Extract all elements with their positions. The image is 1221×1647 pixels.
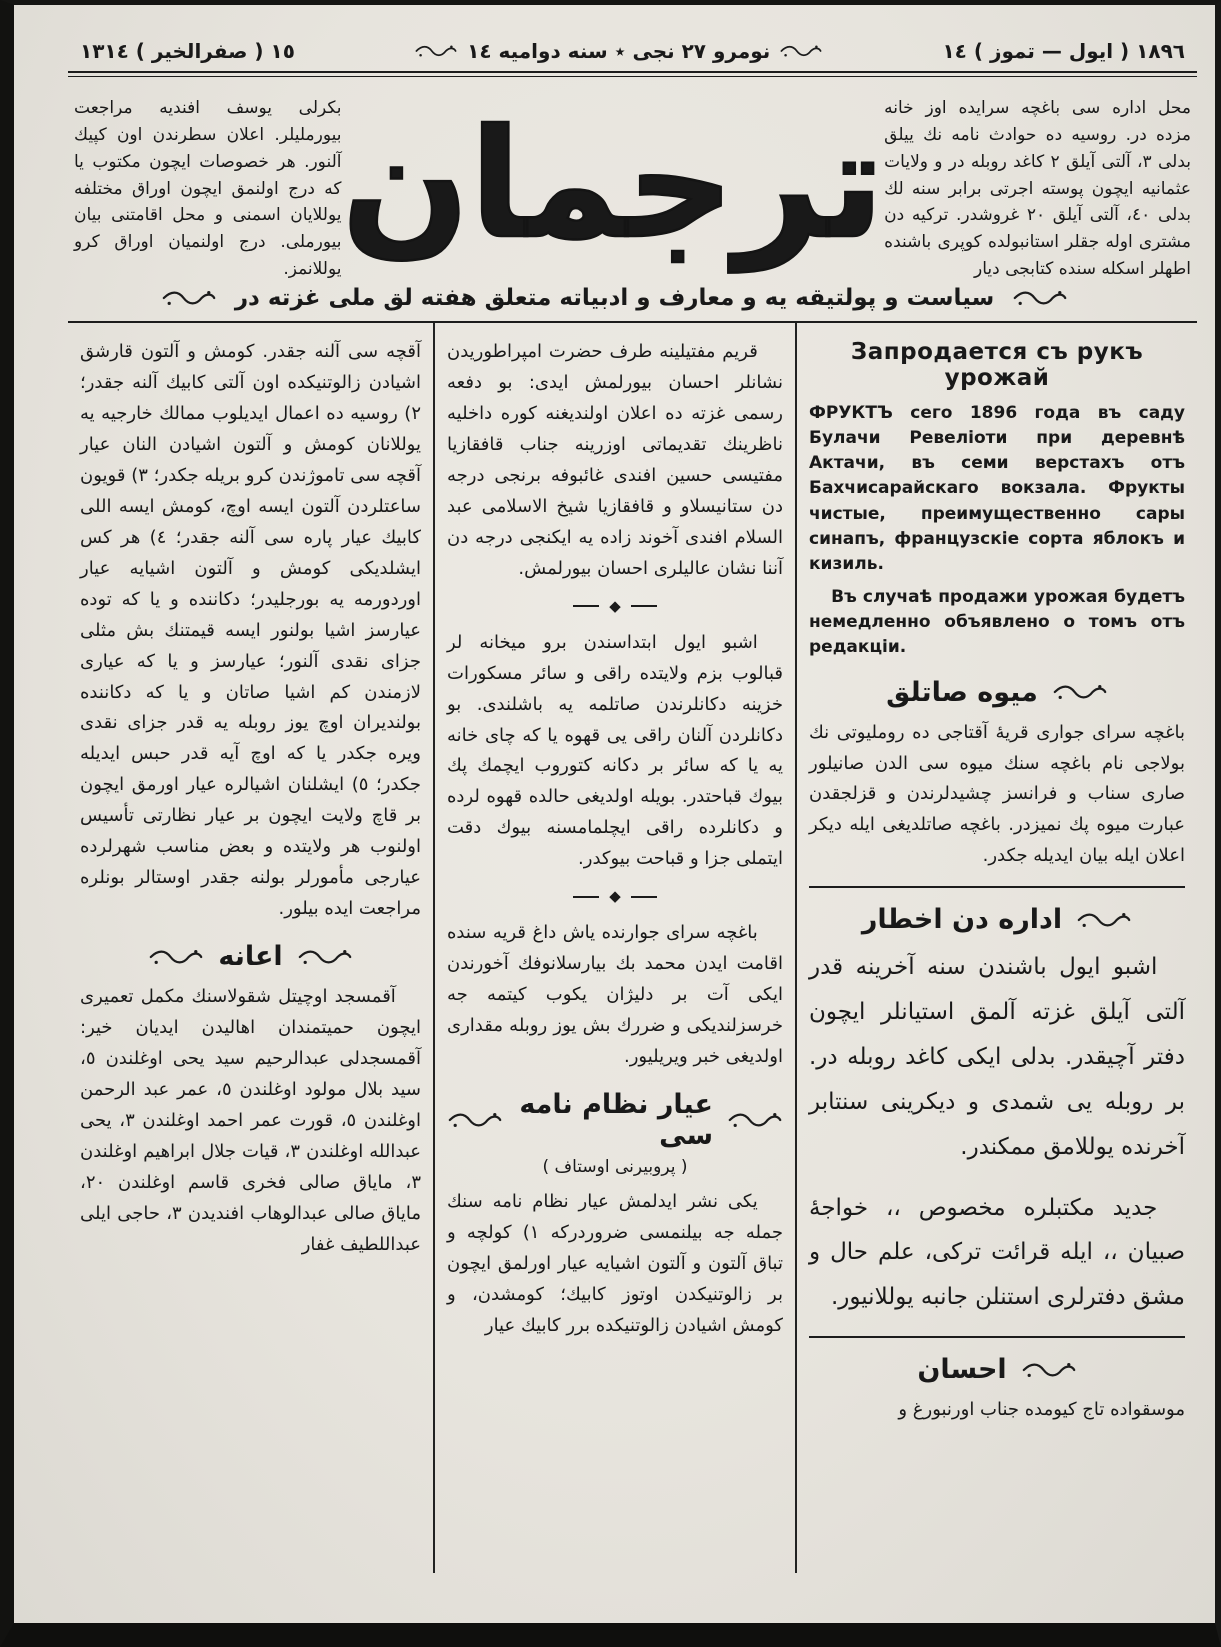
- section-rule: [809, 886, 1185, 888]
- dateline: [14, 5, 1215, 71]
- admin-notice-body: اشبو ايول باشندن سنه آخرينه قدر آلتى آيلق غزته آلمق استيانلر ايچون دفتر آچيقدر. بدلى ايكى كاغد روبله در. بر روبله يى شمدى و ديكرينى سنتابر آخرنده يوللامق ممكندر.: [809, 954, 1185, 1160]
- flourish-icon: [297, 948, 353, 966]
- column-middle: [435, 323, 795, 1573]
- flourish-icon: [1052, 683, 1108, 701]
- flourish-icon: [1076, 911, 1132, 929]
- fruit-sale-body: باغچه سراى جوارى قريهٔ آقتاجى ده رومليوتى نك بولاجى نام باغچه سنك ميوه سى الدن صانيلور صارى سناب و فرانسز چشيدلرندن و قزلجقدن عبارت ميوه پك نميزدر. باغچه صاتلديغى ايله ديكر اعلان ايله بيان ايديله جكدر.: [809, 721, 1185, 867]
- news-paragraph: يكى نشر ايدلمش عيار نظام نامه سنك جمله جه بيلنمسى ضروردركه ١) كولچه و تباق آلتون و آلتون اشيايه عيار اورلمق ايچون بر زالوتنيكدن اوتوز كابيك؛ كومشدن، و كومش اشيادن زالوتنيكده برر كابيك عيار: [447, 1191, 783, 1336]
- flourish-icon: [447, 1111, 503, 1129]
- divider-line: [573, 896, 599, 898]
- news-paragraph: قريم مفتيلينه طرف حضرت امپراطوريدن نشانلر احسان بيورلمش ايدى: بو دفعه رسمى غزته ده اعلان اولنديغنه كوره داخليه ناظرينك تقديماتى اوزرينه جناب قافقازيا مفتيسى حسين افندى غائبوفه برنجى درجه دن ستانيسلاو و قافقازيا شيخ الاسلامى عبد السلام افندى آخوند زاده يه ايكنجى درجه دن آننا نشان عاليلرى احسان بيورلمش.: [447, 341, 783, 579]
- flourish-icon: [148, 948, 204, 966]
- masthead-center: [342, 99, 885, 272]
- news-paragraph: باغچه سراى جوارنده ياش داغ قريه سنده اقامت ايدن محمد بك بيارسلانوفك آخورندن ايكى آت بر دليژان يكوب كيتمه جه خرسزلنديكى و ضررك بش يوز روبله مقدارى اولديغى خبر ويريليور.: [447, 922, 783, 1068]
- office-address-notice: محل اداره سى باغچه سرايده اوز خانه مزده در. روسيه ده حوادث نامه نك ييلق بدلى ٣، آلتى آيلق ٢ كاغد روبله در و ولايات عثمانيه ايچون پوسته اجرتى برابر سنه لك بدلى ٤٠، آلتى آيلق ٢٠ غروشدر. تركيه دن مشترى اوله جقلر استانبولده كوپرى باشنده اطهلر اسكله سنده كتابجى ديار: [884, 98, 1191, 280]
- body-columns: [68, 323, 1197, 1573]
- flourish-icon: [1021, 1361, 1077, 1379]
- column-left: [68, 323, 433, 1573]
- section-head-assay-regulation: [447, 1089, 783, 1151]
- russian-ad-body: ФРУКТЪ сего 1896 года въ саду Булачи Ревеліоти при деревнѣ Актачи, въ семи верстахъ отъ Бахчисарайскаго вокзала. Фрукты чистые, преимущественно сары синапъ, французскіе сорта яблокъ и кизиль.: [809, 403, 1185, 574]
- news-paragraph: آقمسجد اوچيتل شقولاسنك مكمل تعميرى ايچون حميتمندان اهاليدن ايديان خير: آقمسجدلى عبدالرحيم سيد يحى اوغلندن ٥، سيد بلال مولود اوغلندن ٥، عمر عبد الرحمن اوغلندن ٥، قورت عمر احمد اوغلندن ٣، يحى عبدالله اوغلندن ٣، قيات جلال ابراهيم اوغلندن ٣، ماياق صالى فخرى قاسم اوغلندن ٢٠، ماياق صالى عبدالوهاب افنديدن ٣، حاجى ايلى عبداللطيف غفار: [80, 986, 422, 1255]
- news-paragraph: اشبو ايول ابتداسندن برو ميخانه لر قبالوب بزم ولايتده راقى و سائر مسكورات خزينه دكانلرندن صاتلمه يه باشلندى. بو دكانلردن آلنان راقى يى قهوه يا كه چاى خانه يه يا كه سائر بر دكانه كتوروب ايچمك پك بيوك قباحتدر. بويله اولديغى حالده قهوه لرده و دكانلرده راقى ايچلمامسنه بيوك دقت ايتملى جزا و قباحت بيوكدر.: [447, 631, 783, 870]
- hijri-date: [80, 39, 295, 63]
- section-head-admin-notice: [809, 904, 1185, 935]
- paper-title: ترجمان: [341, 97, 885, 272]
- flourish-icon: [415, 44, 457, 58]
- flourish-icon: [1012, 289, 1068, 307]
- section-rule: [809, 1336, 1185, 1338]
- section-head-ihsan: [809, 1354, 1185, 1385]
- issue-info: [415, 39, 822, 63]
- column-divider: [433, 323, 435, 1573]
- fruit-sale-title: ميوه صاتلق: [886, 676, 1038, 708]
- flourish-icon: [727, 1111, 783, 1129]
- diamond-icon: ◆: [609, 596, 621, 615]
- news-paragraph: آقچه سى آلنه جقدر. كومش و آلتون قارشق اشيادن زالوتنيكده اون آلتى كابيك آلنه جقدر؛ ٢) روسيه ده اعمال ايديلوب ممالك خارجيه يه يوللانان كومش و آلتون اشيادن النان عيار آقچه سى تاموژندن كرو بريله جكدر؛ ٣) قويون ساعتلردن آلتون ايسه اوچ، كومش ايسه اللى كابيك عيار پاره سى آلنه جقدر؛ ٤) هر كس ايشلديكى كومش و آلتون اشيايه عيار اوردورمه يه بورجليدر؛ دكاننده و يا كه توده عيارسز اشيا بولنور ايسه قيمتنك بش مثلى جزاى نقدى آلنور؛ عيارسز و يا كه عيارى لازمندن كم اشيا صاتان و يا كه دكاننده بولنديران اوچ يوز روبله يه قدر جزاى نقدى ويره جكدر يا كه اوچ آيه قدر حبس ايديله جكدر؛ ٥) ايشلنان اشيالره عيار اورمق ايچون بر قاچ ولايت ايچون بر عيار نظارتى تأسيس اولنوب هر ولايتده و بعض مناسب شهرلرده عيارجى مأمورلر بولنه جقدر اوستالر بونلره مراجعت ايده بيلور.: [80, 341, 421, 920]
- divider-line: [573, 605, 599, 607]
- diamond-divider: [447, 889, 783, 904]
- assay-regulation-subtitle: ( پروبيرنى اوستاف ): [542, 1157, 688, 1178]
- russian-ad-body: Въ случаѣ продажи урожая будетъ немедленно объявлено о томъ отъ редакціи.: [809, 587, 1185, 658]
- ihsan-body: موسقواده تاج كيومده جناب اورنبورغ و: [898, 1399, 1185, 1421]
- admin-notice-title: اداره دن اخطار: [861, 904, 1063, 936]
- gregorian-date: [942, 39, 1185, 63]
- masthead: [14, 77, 1215, 283]
- assay-regulation-title: عيار نظام نامه سى: [519, 1089, 713, 1152]
- gregorian-date-text: ١٨٩٦ ( ايول — تموز ) ١٤: [942, 39, 1185, 63]
- paper-subtitle: سياست و پولتيقه يه و معارف و ادبياته متعلق هفته لق ملى غزته در: [234, 285, 995, 312]
- divider-line: [631, 605, 657, 607]
- flourish-icon: [161, 289, 217, 307]
- russian-ad-title: Запродается съ рукъ урожай: [850, 339, 1144, 392]
- ihsan-title: احسان: [917, 1354, 1007, 1386]
- section-head-fruit-sale: [809, 677, 1185, 708]
- section-head-donation: [80, 941, 421, 972]
- column-right: [797, 323, 1197, 1573]
- issue-info-text: نومرو ٢٧ نجى ٭ سنه دواميه ١٤: [467, 39, 771, 63]
- paper-subtitle-row: [14, 283, 1215, 321]
- hijri-date-text: ١٥ ( صفرالخير ) ١٣١٤: [80, 39, 295, 63]
- admin-notice-body: جديد مكتبلره مخصوص ،، خواجهٔ صبيان ،، ايله قرائت تركى، علم حال و مشق دفترلرى استنلن جانبه يوللانيور.: [809, 1194, 1185, 1311]
- divider-line: [631, 896, 657, 898]
- submission-notice: بكرلى يوسف افنديه مراجعت بيورمليلر. اعلان سطرندن اون كپيك آلنور. هر خصوصات ايچون مكتوب يا كه درج اولنمق ايچون اوراق مختلفه يوللايان اسمنى و محل اقامتنى بيان بيورملى. درج اولنميان اوراق كرو يوللانمز.: [74, 98, 342, 280]
- diamond-icon: ◆: [609, 887, 621, 906]
- column-divider: [795, 323, 797, 1573]
- donation-title: اعانه: [218, 941, 283, 973]
- flourish-icon: [780, 44, 822, 58]
- diamond-divider: [447, 596, 783, 615]
